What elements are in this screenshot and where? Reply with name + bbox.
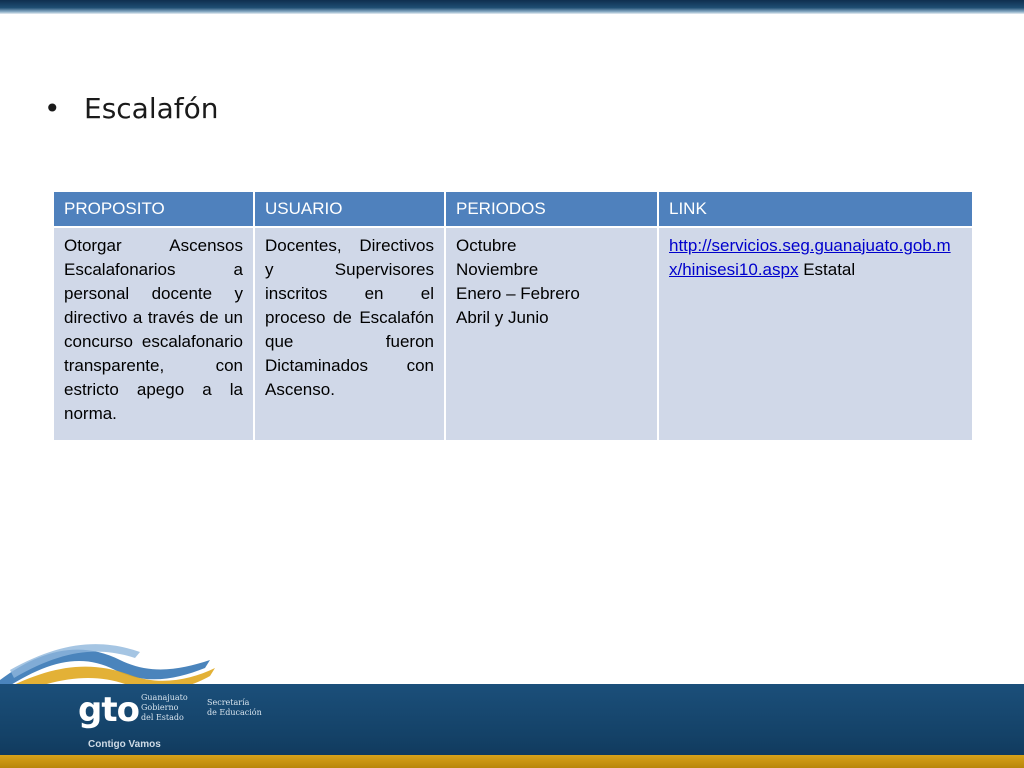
cell-usuario: Docentes, Directivos y Supervisores inscritos en el proceso de Escalafón que fueron Dictaminados con Ascenso. [254,227,445,441]
servicios-link[interactable]: http://servicios.seg.guanajuato.gob.mx/hinisesi10.aspx [669,236,951,279]
heading-text: Escalafón [84,92,219,125]
period-item: Octubre [456,236,517,255]
header-link: LINK [658,191,973,227]
sec-line: de Educación [207,708,262,717]
header-usuario: USUARIO [254,191,445,227]
table-row [53,227,973,441]
gov-line: Gobierno [141,703,179,712]
period-item: Noviembre [456,260,539,279]
footer-gold-stripe [0,755,1024,768]
header-proposito: PROPOSITO [53,191,254,227]
period-item: Enero – Febrero [456,284,580,303]
bullet-heading [44,92,219,125]
gto-logo: gto [78,690,139,730]
period-item: Abril y Junio [456,308,549,327]
secretaria-label [207,698,287,718]
cell-periodos [445,227,658,441]
header-periodos: PERIODOS [445,191,658,227]
top-header-bar [0,0,1024,14]
cell-link [658,227,973,441]
gov-line: Guanajuato [141,693,188,702]
bullet-icon: • [44,92,61,125]
gov-line: del Estado [141,713,184,722]
info-table [52,190,974,442]
cell-proposito: Otorgar Ascensos Escalafonarios a personal docente y directivo a través de un concurso escalafonario transparente, con estricto apego a la norma. [53,227,254,441]
slogan-text: Contigo Vamos [88,739,161,750]
table-header-row [53,191,973,227]
sec-line: Secretaría [207,698,250,707]
government-label [141,693,203,723]
link-suffix: Estatal [798,260,856,279]
